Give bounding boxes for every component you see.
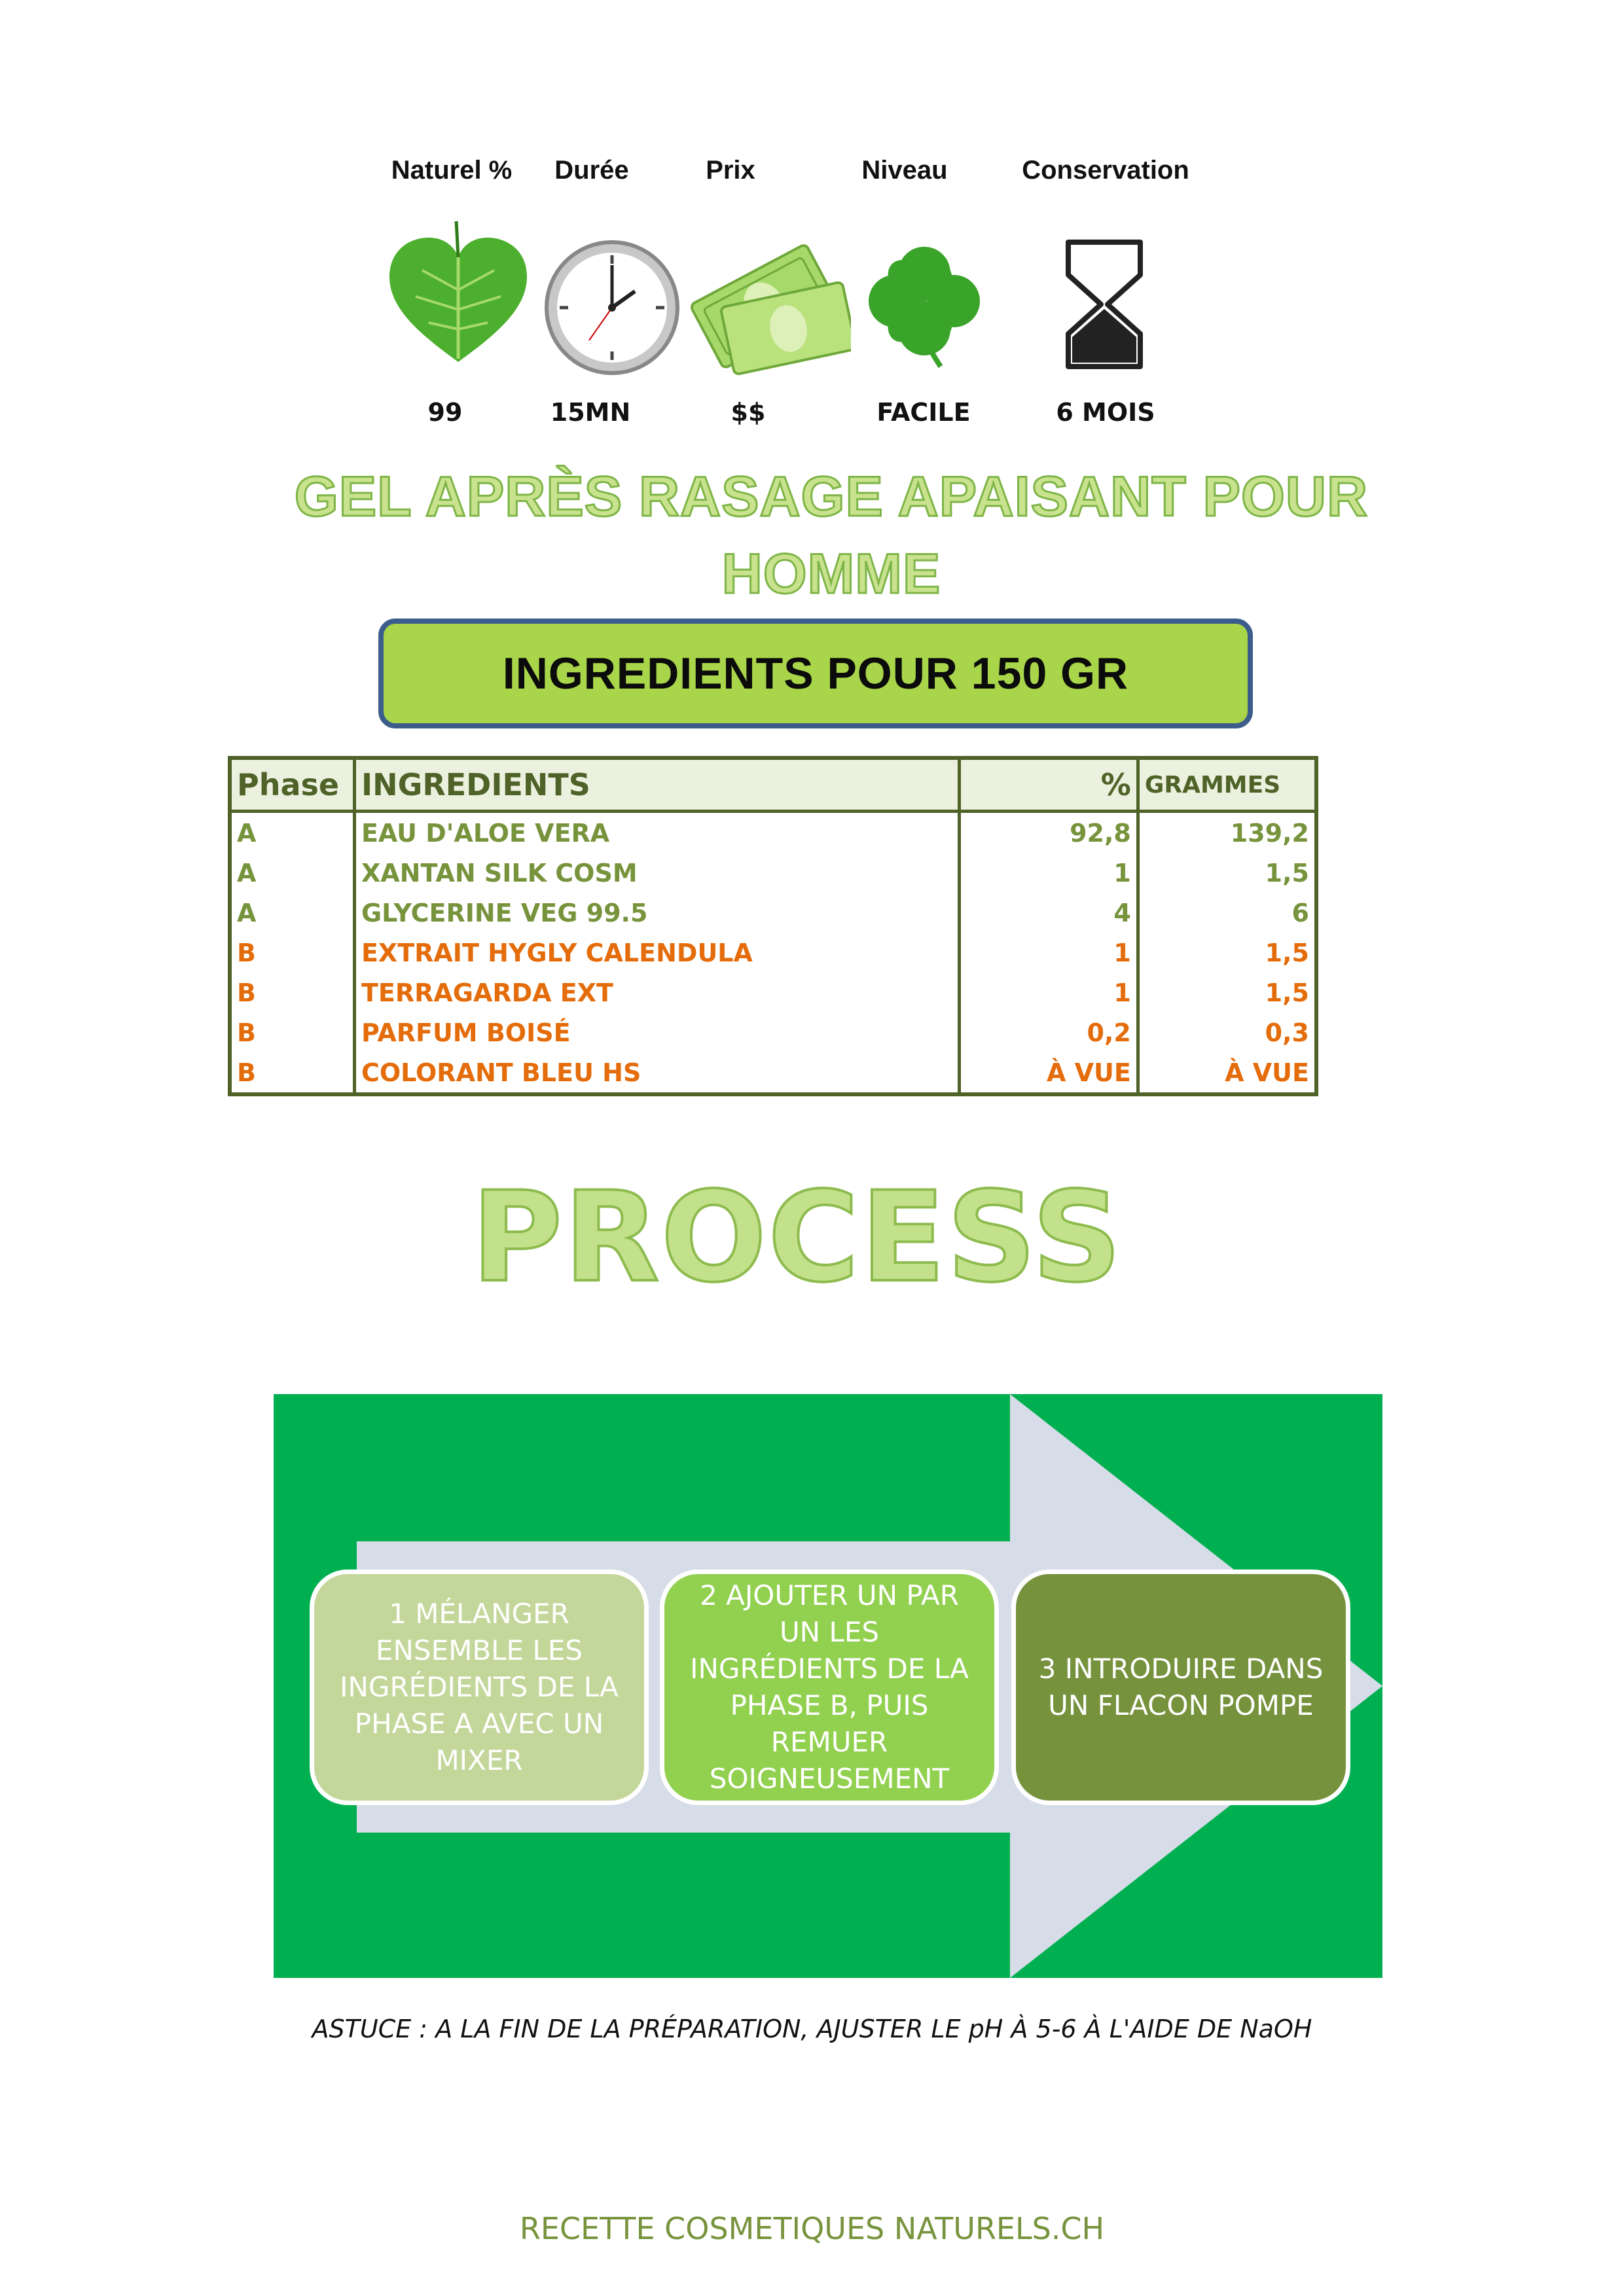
- row-ingredient: XANTAN SILK COSM: [354, 853, 959, 893]
- stat-label-prix: Prix: [706, 156, 755, 185]
- table-row: [230, 933, 1316, 973]
- header-ingredients: INGREDIENTS: [354, 758, 959, 812]
- table-row: [230, 812, 1316, 853]
- row-percent: 92,8: [960, 812, 1138, 853]
- row-phase: B: [230, 1052, 354, 1094]
- stat-label-niveau: Niveau: [861, 156, 948, 185]
- row-percent: 1: [960, 973, 1138, 1013]
- row-ingredient: TERRAGARDA EXT: [354, 973, 959, 1013]
- stat-value-duree: 15MN: [550, 398, 631, 427]
- row-phase: B: [230, 1013, 354, 1052]
- process-panel: [274, 1394, 1382, 1978]
- row-ingredient: COLORANT BLEU HS: [354, 1052, 959, 1094]
- header-percent: %: [960, 758, 1138, 812]
- row-percent: 1: [960, 853, 1138, 893]
- heart-leaf-icon: [383, 218, 533, 368]
- row-grams: 139,2: [1138, 812, 1316, 853]
- four-leaf-clover-icon: [859, 239, 990, 370]
- row-phase: B: [230, 933, 354, 973]
- process-heading: PROCESS: [471, 1165, 1123, 1310]
- footer-brand: RECETTE COSMETIQUES NATURELS.CH: [519, 2211, 1105, 2246]
- row-grams: À VUE: [1138, 1052, 1316, 1094]
- row-grams: 1,5: [1138, 853, 1316, 893]
- table-row: [230, 893, 1316, 933]
- table-row: [230, 1052, 1316, 1094]
- table-header-row: [230, 758, 1316, 812]
- page-title-line-1: GEL APRÈS RASAGE APAISANT POUR: [294, 465, 1369, 528]
- header-phase: Phase: [230, 758, 354, 812]
- row-ingredient: EXTRAIT HYGLY CALENDULA: [354, 933, 959, 973]
- stat-value-niveau: FACILE: [876, 398, 971, 427]
- page-title: [275, 458, 1388, 613]
- table-row: [230, 853, 1316, 893]
- row-phase: B: [230, 973, 354, 1013]
- clock-icon: [537, 232, 687, 383]
- row-percent: À VUE: [960, 1052, 1138, 1094]
- stat-label-duree: Durée: [554, 156, 629, 185]
- process-step-1: 1 MÉLANGER ENSEMBLE LES INGRÉDIENTS DE LA PHASE A AVEC UN MIXER: [310, 1570, 649, 1805]
- row-percent: 4: [960, 893, 1138, 933]
- stat-value-prix: $$: [731, 398, 766, 427]
- stat-value-conservation: 6 MOIS: [1056, 398, 1155, 427]
- stat-value-naturel: 99: [427, 398, 463, 427]
- row-percent: 0,2: [960, 1013, 1138, 1052]
- row-phase: A: [230, 853, 354, 893]
- row-phase: A: [230, 812, 354, 853]
- row-ingredient: EAU D'ALOE VERA: [354, 812, 959, 853]
- row-ingredient: GLYCERINE VEG 99.5: [354, 893, 959, 933]
- row-percent: 1: [960, 933, 1138, 973]
- table-row: [230, 1013, 1316, 1052]
- row-grams: 1,5: [1138, 973, 1316, 1013]
- tip-note: ASTUCE : A LA FIN DE LA PRÉPARATION, AJUSTER LE pH À 5-6 À L'AIDE DE NaOH: [312, 2015, 1312, 2043]
- row-grams: 6: [1138, 893, 1316, 933]
- ingredients-banner: INGREDIENTS POUR 150 GR: [378, 619, 1253, 728]
- page-title-line-2: HOMME: [721, 543, 941, 605]
- process-step-2: 2 AJOUTER UN PAR UN LES INGRÉDIENTS DE LA PHASE B, PUIS REMUER SOIGNEUSEMENT: [660, 1570, 999, 1805]
- row-phase: A: [230, 893, 354, 933]
- process-step-3: 3 INTRODUIRE DANS UN FLACON POMPE: [1011, 1570, 1350, 1805]
- banknotes-icon: [687, 232, 851, 383]
- hourglass-icon: [1055, 236, 1153, 373]
- table-row: [230, 973, 1316, 1013]
- ingredients-table: [228, 756, 1318, 1096]
- row-grams: 1,5: [1138, 933, 1316, 973]
- stat-label-naturel: Naturel %: [391, 156, 513, 185]
- row-grams: 0,3: [1138, 1013, 1316, 1052]
- header-grams: GRAMMES: [1138, 758, 1316, 812]
- row-ingredient: PARFUM BOISÉ: [354, 1013, 959, 1052]
- stat-label-conservation: Conservation: [1022, 156, 1189, 185]
